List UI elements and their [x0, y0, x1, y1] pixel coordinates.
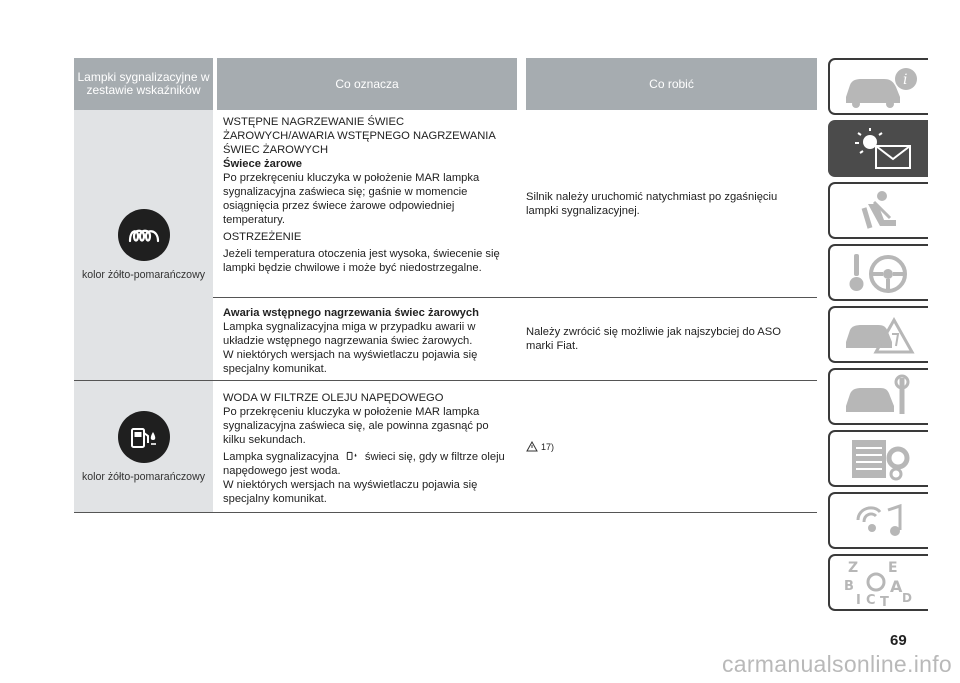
warning-title: OSTRZEŻENIE: [223, 231, 302, 243]
header-lamps: Lampki sygnalizacyjne w zestawie wskaźników: [74, 58, 213, 110]
watermark: carmanualsonline.info: [721, 651, 952, 677]
svg-text:E: E: [888, 559, 898, 576]
car-maintenance-icon: [840, 374, 918, 420]
tab-warning-lights[interactable]: [828, 120, 928, 177]
tab-emergency[interactable]: [828, 306, 928, 363]
section-heading: Świece żarowe: [223, 158, 302, 170]
lamp-cell: [74, 381, 213, 512]
section-body: Lampka sygnalizacyjna miga w przypadku awarii w układzie wstępnego nagrzewania świec żarowych.: [223, 321, 476, 347]
page-number: 69: [890, 632, 907, 649]
reference-number: 17): [541, 441, 555, 452]
action-cell: [522, 381, 817, 512]
tab-maintenance[interactable]: [828, 368, 928, 425]
tab-starting-driving[interactable]: [828, 244, 928, 301]
svg-text:I: I: [856, 592, 861, 608]
specifications-icon: [840, 436, 918, 482]
action-text: Należy zwrócić się możliwie jak najszybciej do ASO marki Fiat.: [526, 326, 781, 352]
water-in-fuel-inline-icon: [346, 450, 358, 461]
section-body-inline: Lampka sygnalizacyjna świeci się, gdy w filtrze oleju napędowego jest woda.: [223, 451, 505, 477]
lamp-cell: [74, 110, 213, 380]
section-body: Po przekręceniu kluczyka w położenie MAR lampka sygnalizacyjna zaświeca się, ale powinna zgasnąć po kilku sekundach.: [223, 406, 489, 446]
svg-text:T: T: [880, 594, 889, 608]
warning-lights-icon: [840, 126, 918, 172]
table-row: [74, 381, 817, 513]
warning-body: Jeżeli temperatura otoczenia jest wysoka, świecenie się lampki będzie chwilowe i może być niedostrzegalne.: [223, 248, 500, 274]
section-heading: Awaria wstępnego nagrzewania świec żarowych: [223, 307, 479, 319]
table-header: [74, 58, 817, 110]
glow-plug-icon: [118, 209, 170, 261]
section-body: W niektórych wersjach na wyświetlaczu pojawia się specjalny komunikat.: [223, 479, 478, 505]
section-body: Po przekręceniu kluczyka w położenie MAR lampka sygnalizacyjna zaświeca się; gaśnie w momencie osiągnięcia przez świece żarowe odpowiedniej temperatury.: [223, 172, 480, 226]
svg-text:Z: Z: [848, 559, 859, 576]
svg-text:A: A: [890, 576, 903, 596]
header-meaning: Co oznacza: [217, 58, 517, 110]
action-text: Silnik należy uruchomić natychmiast po zgaśnięciu lampki sygnalizacyjnej.: [526, 190, 778, 217]
action-reference: [526, 440, 554, 454]
index-icon: [840, 558, 918, 608]
tab-safety[interactable]: [828, 182, 928, 239]
table-row: [74, 110, 817, 381]
warning-triangle-icon: [526, 441, 538, 452]
multimedia-icon: [840, 498, 918, 544]
section-body: W niektórych wersjach na wyświetlaczu pojawia się specjalny komunikat.: [223, 349, 478, 375]
meaning-cell: [213, 381, 522, 512]
svg-text:D: D: [902, 590, 912, 605]
seat-safety-icon: [840, 188, 918, 234]
action-cell: [522, 110, 817, 297]
tab-car-info[interactable]: [828, 58, 928, 115]
section-tabs: [828, 58, 928, 616]
water-in-fuel-icon: [118, 411, 170, 463]
tab-index[interactable]: [828, 554, 928, 611]
lamp-color-label: kolor żółto-pomarańczowy: [81, 269, 206, 281]
lamp-color-label: kolor żółto-pomarańczowy: [81, 470, 206, 483]
meaning-cell: [213, 110, 522, 297]
action-cell: [522, 298, 817, 380]
svg-text:B: B: [844, 578, 854, 594]
section-title: WODA W FILTRZE OLEJU NAPĘDOWEGO: [223, 392, 444, 404]
tab-specifications[interactable]: [828, 430, 928, 487]
svg-text:C: C: [866, 592, 876, 608]
svg-text:i: i: [903, 71, 908, 88]
section-title: WSTĘPNE NAGRZEWANIE ŚWIEC ŻAROWYCH/AWARIA WSTĘPNEGO NAGRZEWANIA ŚWIEC ŻAROWYCH: [223, 116, 496, 156]
emergency-icon: [840, 312, 918, 358]
tab-multimedia[interactable]: [828, 492, 928, 549]
car-info-icon: [840, 65, 918, 109]
key-steering-wheel-icon: [840, 250, 918, 296]
meaning-cell: [213, 298, 522, 380]
warning-lights-table: [74, 58, 817, 513]
header-action: Co robić: [526, 58, 817, 110]
